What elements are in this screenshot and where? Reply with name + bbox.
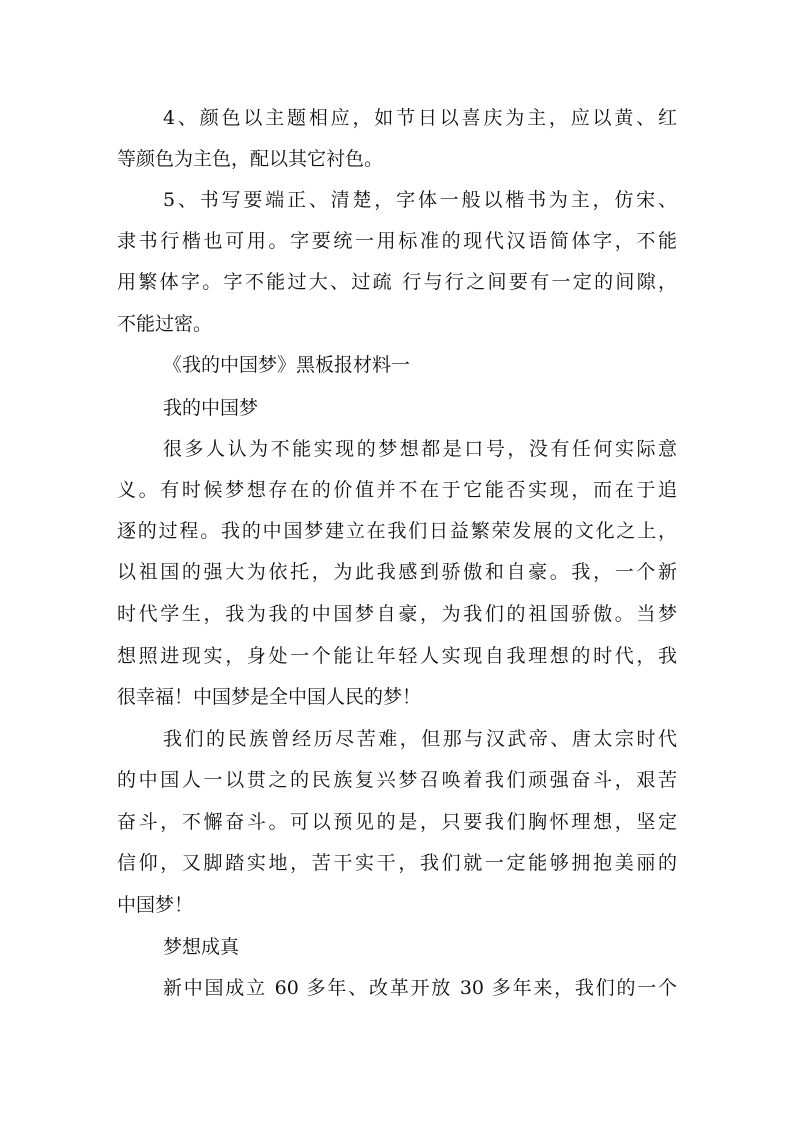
paragraph-2-line-4: 信仰，又脚踏实地，苦干实干，我们就一定能够拥抱美丽的 (117, 852, 677, 874)
point-5-line-1: 5、书写要端正、清楚，字体一般以楷书为主，仿宋、 (163, 189, 677, 211)
paragraph-2-line-2: 的中国人一以贯之的民族复兴梦召唤着我们顽强奋斗，艰苦 (117, 769, 677, 791)
point-5-line-3: 用繁体字。字不能过大、过疏 行与行之间要有一定的间隙， (117, 271, 677, 293)
point-5-line-2: 隶书行楷也可用。字要统一用标准的现代汉语简体字，不能 (117, 230, 677, 252)
paragraph-3-line-1: 新中国成立 60 多年、改革开放 30 多年来，我们的一个 (163, 977, 677, 999)
material-title: 《我的中国梦》黑板报材料一 (163, 354, 411, 376)
paragraph-2-line-5: 中国梦！ (117, 894, 194, 916)
paragraph-1-line-3: 逐的过程。我的中国梦建立在我们日益繁荣发展的文化之上， (117, 520, 677, 542)
point-4-line-1: 4、颜色以主题相应，如节日以喜庆为主，应以黄、红 (163, 107, 677, 129)
point-4-line-2: 等颜色为主色，配以其它衬色。 (117, 148, 384, 170)
section-heading-dream-come-true: 梦想成真 (163, 936, 240, 958)
paragraph-2-line-3: 奋斗，不懈奋斗。可以预见的是，只要我们胸怀理想，坚定 (117, 811, 677, 833)
paragraph-1-line-2: 义。有时候梦想存在的价值并不在于它能否实现，而在于追 (117, 479, 677, 501)
paragraph-2-line-1: 我们的民族曾经历尽苦难，但那与汉武帝、唐太宗时代 (163, 728, 677, 750)
section-heading-my-china-dream: 我的中国梦 (163, 397, 259, 419)
paragraph-1-line-5: 时代学生，我为我的中国梦自豪，为我们的祖国骄傲。当梦 (117, 603, 677, 625)
paragraph-1-line-7: 很幸福！中国梦是全中国人民的梦！ (117, 686, 422, 708)
paragraph-1-line-4: 以祖国的强大为依托，为此我感到骄傲和自豪。我，一个新 (117, 561, 677, 583)
paragraph-1-line-6: 想照进现实，身处一个能让年轻人实现自我理想的时代，我 (117, 645, 677, 667)
paragraph-1-line-1: 很多人认为不能实现的梦想都是口号，没有任何实际意 (163, 438, 677, 460)
point-5-line-4: 不能过密。 (117, 313, 213, 335)
